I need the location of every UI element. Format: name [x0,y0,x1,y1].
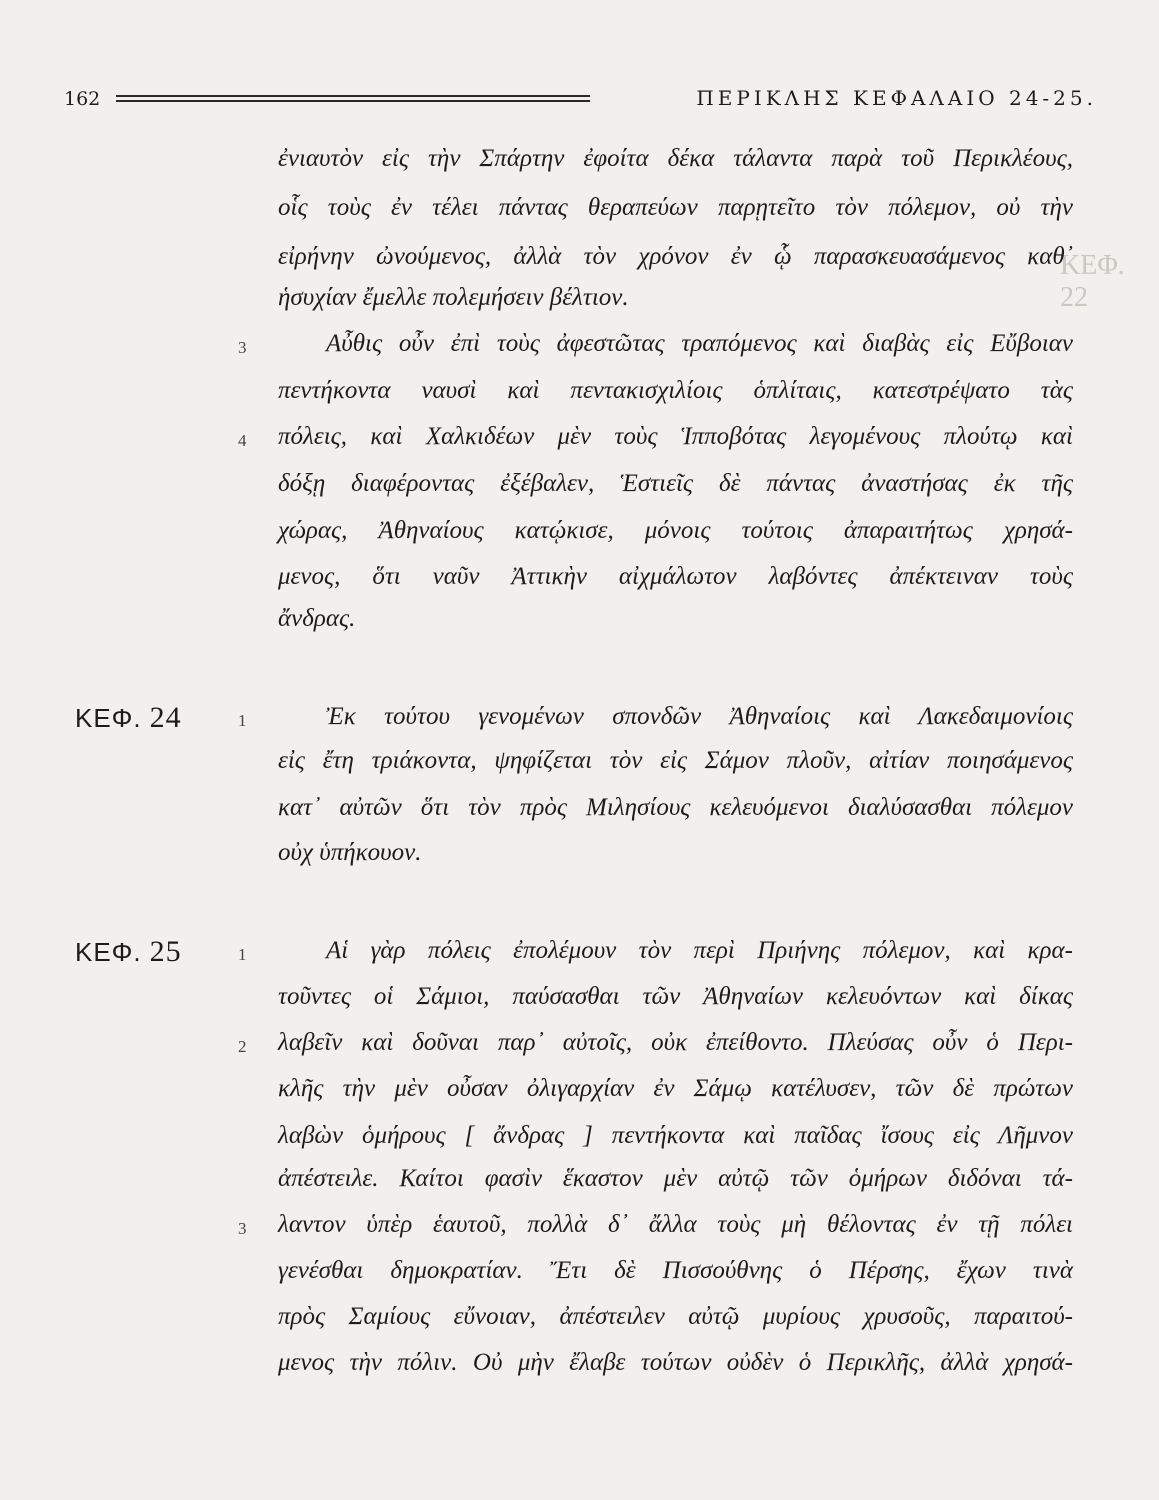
text-line: γενέσθαι δημοκρατίαν. Ἔτι δὲ Πισσούθνης ὁ Πέρσης, ἔχων τινὰ [278,1257,1073,1284]
text-line: δόξῃ διαφέροντας ἐξέβαλεν, Ἑστιεῖς δὲ πάντας ἀναστήσας ἐκ τῆς [278,470,1073,497]
text-line: μενος τὴν πόλιν. Οὐ μὴν ἔλαβε τούτων οὐδὲν ὁ Περικλῆς, ἀλλὰ χρησά- [278,1349,1073,1376]
chapter-number: 24 [149,701,182,734]
running-title: ΠΕΡΙΚΛΗΣ ΚΕΦΑΛΑΙΟ 24-25. [696,86,1097,110]
text-line: ἐνιαυτὸν εἰς τὴν Σπάρτην ἐφοίτα δέκα τάλαντα παρὰ τοῦ Περικλέους, [278,145,1073,172]
chapter-label: ΚΕΦ. [75,937,142,967]
margin-number: 3 [238,338,247,357]
text-line: ἡσυχίαν ἔμελλε πολεμήσειν βέλτιον. [278,284,629,311]
chapter-marker-24 [75,701,182,735]
chapter-label: ΚΕΦ. [75,703,142,733]
text-line: χώρας, Ἀθηναίους κατῴκισε, μόνοις τούτοις ἀπαραιτήτως χρησά- [278,517,1073,544]
text-line: Ἐκ τούτου γενομένων σπονδῶν Ἀθηναίοις καὶ Λακεδαιμονίοις [326,703,1073,730]
chapter-number: 25 [149,935,182,968]
margin-number: 1 [238,711,247,730]
text-line: οἷς τοὺς ἐν τέλει πάντας θεραπεύων παρῃτεῖτο τὸν πόλεμον, οὐ τὴν [278,194,1073,221]
text-line: ἀπέστειλε. Καίτοι φασὶν ἕκαστον μὲν αὐτῷ τῶν ὁμήρων διδόναι τά- [278,1165,1073,1192]
text-line: κατ᾽ αὐτῶν ὅτι τὸν πρὸς Μιλησίους κελευόμενοι διαλύσασθαι πόλεμον [278,794,1073,821]
text-line: τοῦντες οἱ Σάμιοι, παύσασθαι τῶν Ἀθηναίων κελευόντων καὶ δίκας [278,983,1073,1010]
margin-number: 3 [238,1219,247,1238]
text-line: Αὖθις οὖν ἐπὶ τοὺς ἀφεστῶτας τραπόμενος καὶ διαβὰς εἰς Εὔβοιαν [326,330,1073,357]
text-line: εἰς ἔτη τριάκοντα, ψηφίζεται τὸν εἰς Σάμον πλοῦν, αἰτίαν ποιησάμενος [278,747,1073,774]
page-number: 162 [64,88,101,110]
chapter-marker-25 [75,935,182,969]
text-line: εἰρήνην ὠνούμενος, ἀλλὰ τὸν χρόνον ἐν ᾧ παρασκευασάμενος καθ᾽ [278,243,1073,270]
text-line: λαβεῖν καὶ δοῦναι παρ᾽ αὐτοῖς, οὐκ ἐπείθοντο. Πλεύσας οὖν ὁ Περι- [278,1029,1073,1056]
text-line: πρὸς Σαμίους εὔνοιαν, ἀπέστειλεν αὐτῷ μυρίους χρυσοῦς, παραιτού- [278,1303,1073,1330]
margin-number: 1 [238,945,247,964]
margin-number: 4 [238,431,247,450]
text-line: πόλεις, καὶ Χαλκιδέων μὲν τοὺς Ἱπποβότας λεγομένους πλούτῳ καὶ [278,423,1073,450]
bleed-through: ΚΕΦ. 22 [1060,250,1125,313]
text-line: πεντήκοντα ναυσὶ καὶ πεντακισχιλίοις ὁπλίταις, κατεστρέψατο τὰς [278,377,1073,404]
text-line: κλῆς τὴν μὲν οὖσαν ὀλιγαρχίαν ἐν Σάμῳ κατέλυσεν, τῶν δὲ πρώτων [278,1075,1073,1102]
margin-number: 2 [238,1037,247,1056]
text-line: ἄνδρας. [278,605,356,632]
header-rule [116,95,590,102]
text-line: Αἱ γὰρ πόλεις ἐπολέμουν τὸν περὶ Πριήνης πόλεμον, καὶ κρα- [326,937,1073,964]
text-line: λαντον ὑπὲρ ἑαυτοῦ, πολλὰ δ᾽ ἄλλα τοὺς μὴ θέλοντας ἐν τῇ πόλει [278,1211,1073,1238]
text-line: μενος, ὅτι ναῦν Ἀττικὴν αἰχμάλωτον λαβόντες ἀπέκτειναν τοὺς [278,563,1073,590]
text-line: λαβὼν ὁμήρους [ ἄνδρας ] πεντήκοντα καὶ παῖδας ἴσους εἰς Λῆμνον [278,1122,1073,1149]
text-line: οὐχ ὑπήκουον. [278,839,422,866]
